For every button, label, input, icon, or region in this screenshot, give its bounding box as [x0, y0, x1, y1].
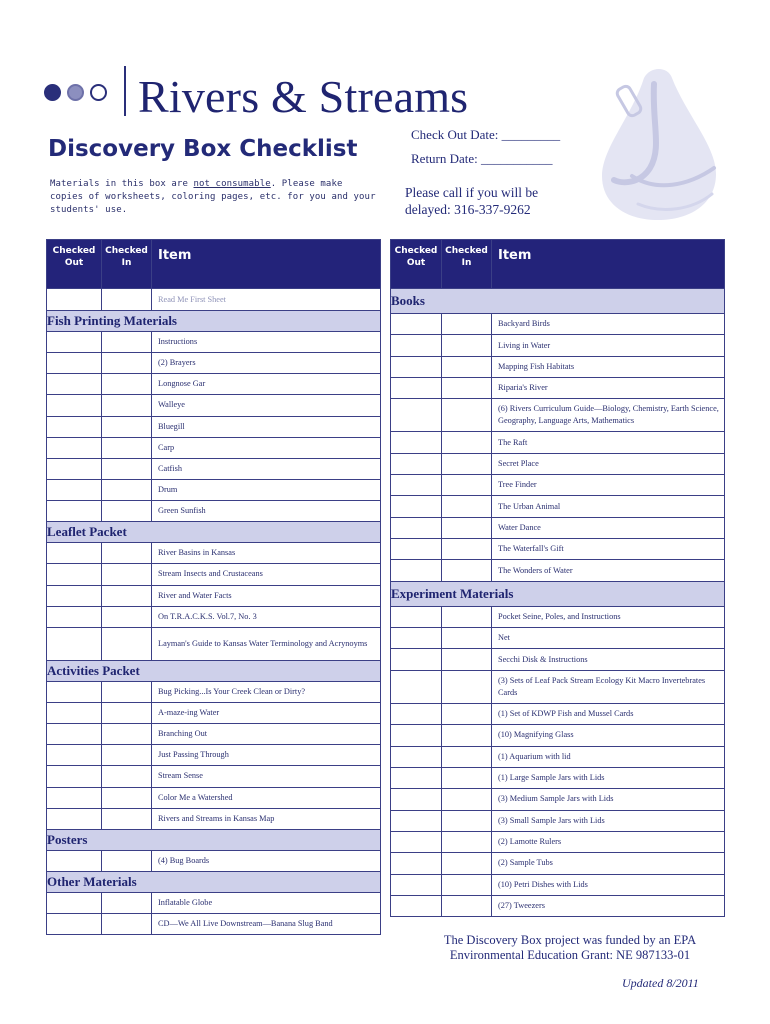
item-name: (10) Petri Dishes with Lids	[492, 874, 725, 895]
table-row	[391, 649, 725, 670]
checked-out-box[interactable]	[391, 628, 442, 649]
item-name: Inflatable Globe	[152, 892, 381, 913]
item-name: The Wonders of Water	[492, 560, 725, 581]
table-row	[47, 724, 381, 745]
checked-in-box[interactable]	[102, 914, 152, 935]
section-header	[47, 660, 381, 681]
table-row	[391, 853, 725, 874]
checked-out-box[interactable]	[391, 703, 442, 724]
checked-out-box[interactable]	[47, 745, 102, 766]
table-row	[47, 585, 381, 606]
item-name: (3) Small Sample Jars with Lids	[492, 810, 725, 831]
checked-in-box[interactable]	[442, 628, 492, 649]
checked-out-header	[47, 240, 102, 289]
item-name: (2) Brayers	[152, 353, 381, 374]
item-name: Read Me First Sheet	[152, 289, 381, 311]
table-row	[47, 437, 381, 458]
table-row	[391, 453, 725, 474]
checked-out-box[interactable]	[391, 356, 442, 377]
section-title: Books	[391, 289, 725, 314]
item-name: CD—We All Live Downstream—Banana Slug Band	[152, 914, 381, 935]
checked-in-label-1: Checked	[445, 246, 488, 256]
checked-in-box[interactable]	[442, 725, 492, 746]
checked-out-box[interactable]	[391, 496, 442, 517]
filled-dot-icon	[44, 84, 61, 101]
item-name: The Waterfall's Gift	[492, 539, 725, 560]
item-name: Water Dance	[492, 517, 725, 538]
item-name: Branching Out	[152, 724, 381, 745]
table-row	[47, 850, 381, 871]
right-checklist-table	[390, 239, 725, 917]
checked-in-box[interactable]	[442, 853, 492, 874]
checked-in-label-1: Checked	[105, 246, 148, 256]
table-row	[47, 458, 381, 479]
table-row	[47, 702, 381, 723]
checked-in-box[interactable]	[102, 501, 152, 522]
section-header	[47, 311, 381, 332]
item-name: A-maze-ing Water	[152, 702, 381, 723]
checked-out-box[interactable]	[391, 895, 442, 916]
section-title: Activities Packet	[47, 660, 381, 681]
item-name: Walleye	[152, 395, 381, 416]
checked-in-box[interactable]	[102, 353, 152, 374]
checked-in-label-2: In	[461, 258, 472, 268]
item-name: (10) Magnifying Glass	[492, 725, 725, 746]
table-row	[391, 725, 725, 746]
item-name: Backyard Birds	[492, 314, 725, 335]
table-row	[47, 564, 381, 585]
table-row	[391, 356, 725, 377]
checked-in-box[interactable]	[102, 564, 152, 585]
item-name: The Urban Animal	[492, 496, 725, 517]
checked-in-box[interactable]	[102, 702, 152, 723]
checked-in-box[interactable]	[442, 560, 492, 581]
item-name: Secchi Disk & Instructions	[492, 649, 725, 670]
checked-out-box[interactable]	[391, 399, 442, 432]
checked-in-box[interactable]	[442, 378, 492, 399]
checked-in-box[interactable]	[102, 766, 152, 787]
item-name: (2) Sample Tubs	[492, 853, 725, 874]
table-row	[391, 874, 725, 895]
item-name: Living in Water	[492, 335, 725, 356]
item-name: (3) Sets of Leaf Pack Stream Ecology Kit Macro Invertebrates Cards	[492, 670, 725, 703]
checked-in-box[interactable]	[442, 831, 492, 852]
table-row	[47, 416, 381, 437]
checked-out-box[interactable]	[391, 810, 442, 831]
checked-in-box[interactable]	[102, 808, 152, 829]
table-row	[391, 475, 725, 496]
checked-out-box[interactable]	[47, 289, 102, 311]
table-row	[391, 746, 725, 767]
table-row	[391, 831, 725, 852]
item-name: Bluegill	[152, 416, 381, 437]
checked-in-box[interactable]	[442, 649, 492, 670]
checked-in-box[interactable]	[102, 289, 152, 311]
checked-out-box[interactable]	[47, 416, 102, 437]
table-row	[47, 681, 381, 702]
checked-out-box[interactable]	[47, 564, 102, 585]
checked-in-box[interactable]	[102, 458, 152, 479]
table-row	[47, 808, 381, 829]
checked-out-box[interactable]	[47, 702, 102, 723]
checked-in-box[interactable]	[442, 453, 492, 474]
checked-in-box[interactable]	[102, 543, 152, 564]
checked-out-box[interactable]	[47, 437, 102, 458]
table-header-row	[391, 240, 725, 289]
funding-line-2: Environmental Education Grant: NE 987133-01	[449, 948, 691, 962]
checked-out-label-2: Out	[406, 258, 426, 268]
checked-out-box[interactable]	[47, 681, 102, 702]
checked-out-box[interactable]	[47, 458, 102, 479]
table-row	[391, 789, 725, 810]
checked-out-box[interactable]	[47, 808, 102, 829]
checked-in-box[interactable]	[442, 810, 492, 831]
checked-in-header	[102, 240, 152, 289]
checked-out-box[interactable]	[47, 395, 102, 416]
item-name: Green Sunfish	[152, 501, 381, 522]
item-name: (1) Aquarium with lid	[492, 746, 725, 767]
checked-out-box[interactable]	[391, 767, 442, 788]
checked-out-box[interactable]	[47, 374, 102, 395]
checked-in-box[interactable]	[442, 539, 492, 560]
checked-out-box[interactable]	[391, 539, 442, 560]
item-name: (3) Medium Sample Jars with Lids	[492, 789, 725, 810]
table-row	[391, 895, 725, 916]
call-line-2: delayed: 316-337-9262	[405, 202, 531, 217]
section-header	[47, 871, 381, 892]
table-row	[391, 670, 725, 703]
table-row	[391, 560, 725, 581]
table-row	[47, 606, 381, 627]
checked-in-box[interactable]	[442, 670, 492, 703]
item-name: Color Me a Watershed	[152, 787, 381, 808]
checked-in-box[interactable]	[442, 432, 492, 453]
checked-out-box[interactable]	[47, 892, 102, 913]
table-row	[47, 766, 381, 787]
checked-out-box[interactable]	[47, 766, 102, 787]
return-date-field: Return Date: ___________	[411, 151, 553, 166]
checked-in-box[interactable]	[102, 479, 152, 500]
note-text-2: . Please make copies of worksheets, coloring pages, etc. for you and your students' use.	[50, 179, 376, 215]
checked-out-label-1: Checked	[394, 246, 438, 256]
checked-out-box[interactable]	[391, 314, 442, 335]
note-text-1: Materials in this box are	[50, 179, 194, 189]
table-row	[47, 479, 381, 500]
table-row	[391, 399, 725, 432]
checked-out-box[interactable]	[391, 378, 442, 399]
checked-out-box[interactable]	[391, 853, 442, 874]
page-subtitle: Discovery Box Checklist	[48, 136, 358, 162]
checked-in-box[interactable]	[102, 745, 152, 766]
item-name: On T.R.A.C.K.S. Vol.7, No. 3	[152, 606, 381, 627]
item-name: (2) Lamotte Rulers	[492, 831, 725, 852]
checked-out-box[interactable]	[391, 453, 442, 474]
checked-in-box[interactable]	[102, 437, 152, 458]
item-name: (27) Tweezers	[492, 895, 725, 916]
checked-out-box[interactable]	[47, 606, 102, 627]
checked-in-header	[442, 240, 492, 289]
table-row	[391, 539, 725, 560]
section-title: Posters	[47, 829, 381, 850]
checked-in-box[interactable]	[442, 496, 492, 517]
checked-in-label-2: In	[121, 258, 132, 268]
checked-in-box[interactable]	[442, 703, 492, 724]
table-row	[47, 745, 381, 766]
item-name: Instructions	[152, 332, 381, 353]
item-header: Item	[492, 240, 725, 289]
checked-in-box[interactable]	[102, 787, 152, 808]
table-row	[391, 606, 725, 627]
checked-in-box[interactable]	[102, 332, 152, 353]
table-row	[47, 395, 381, 416]
checked-in-box[interactable]	[442, 335, 492, 356]
checked-in-box[interactable]	[442, 767, 492, 788]
table-row	[47, 627, 381, 660]
title-divider	[124, 66, 126, 116]
checked-out-box[interactable]	[47, 332, 102, 353]
checked-out-box[interactable]	[391, 560, 442, 581]
checked-out-box[interactable]	[47, 479, 102, 500]
checked-in-box[interactable]	[442, 789, 492, 810]
table-row	[47, 914, 381, 935]
item-name: Carp	[152, 437, 381, 458]
item-name: (1) Large Sample Jars with Lids	[492, 767, 725, 788]
checked-out-box[interactable]	[391, 517, 442, 538]
item-name: Stream Insects and Crustaceans	[152, 564, 381, 585]
checked-in-box[interactable]	[442, 399, 492, 432]
checked-out-box[interactable]	[391, 475, 442, 496]
item-name: Stream Sense	[152, 766, 381, 787]
table-row	[391, 496, 725, 517]
three-dots-logo-icon	[44, 84, 107, 101]
checked-out-box[interactable]	[391, 746, 442, 767]
funding-line-1: The Discovery Box project was funded by an EPA	[443, 933, 697, 947]
checked-out-box[interactable]	[391, 874, 442, 895]
table-row	[47, 353, 381, 374]
half-dot-icon	[67, 84, 84, 101]
call-line-1: Please call if you will be	[405, 185, 539, 200]
checked-in-box[interactable]	[442, 314, 492, 335]
call-notice	[405, 184, 605, 218]
section-header	[47, 829, 381, 850]
checked-out-box[interactable]	[391, 831, 442, 852]
item-name: River and Water Facts	[152, 585, 381, 606]
checked-out-box[interactable]	[47, 914, 102, 935]
section-header	[47, 522, 381, 543]
checked-in-box[interactable]	[442, 606, 492, 627]
table-row	[47, 543, 381, 564]
section-title: Fish Printing Materials	[47, 311, 381, 332]
left-checklist-table	[46, 239, 381, 935]
checked-out-box[interactable]	[47, 724, 102, 745]
checked-in-box[interactable]	[102, 627, 152, 660]
table-row	[47, 289, 381, 311]
table-row	[391, 810, 725, 831]
checked-in-box[interactable]	[102, 892, 152, 913]
table-row	[47, 332, 381, 353]
section-header	[391, 581, 725, 606]
item-name: Mapping Fish Habitats	[492, 356, 725, 377]
checked-in-box[interactable]	[102, 606, 152, 627]
checked-in-box[interactable]	[102, 374, 152, 395]
item-name: Bug Picking...Is Your Creek Clean or Dirty?	[152, 681, 381, 702]
checked-out-box[interactable]	[47, 627, 102, 660]
table-row	[47, 501, 381, 522]
item-name: Secret Place	[492, 453, 725, 474]
checked-out-header	[391, 240, 442, 289]
item-name: Layman's Guide to Kansas Water Terminology and Acrynoyms	[152, 627, 381, 660]
checked-out-box[interactable]	[47, 585, 102, 606]
checked-out-box[interactable]	[391, 432, 442, 453]
table-row	[391, 628, 725, 649]
section-header	[391, 289, 725, 314]
consumable-note	[50, 178, 380, 217]
item-name: (6) Rivers Curriculum Guide—Biology, Chemistry, Earth Science, Geography, Language Arts, Mathematics	[492, 399, 725, 432]
item-name: Riparia's River	[492, 378, 725, 399]
table-row	[391, 314, 725, 335]
section-title: Leaflet Packet	[47, 522, 381, 543]
checked-out-box[interactable]	[47, 353, 102, 374]
checked-in-box[interactable]	[102, 585, 152, 606]
item-name: (1) Set of KDWP Fish and Mussel Cards	[492, 703, 725, 724]
checked-in-box[interactable]	[102, 395, 152, 416]
section-title: Experiment Materials	[391, 581, 725, 606]
checked-out-box[interactable]	[391, 725, 442, 746]
checked-in-box[interactable]	[442, 895, 492, 916]
item-name: Rivers and Streams in Kansas Map	[152, 808, 381, 829]
checked-in-box[interactable]	[442, 475, 492, 496]
table-row	[391, 767, 725, 788]
table-header-row	[47, 240, 381, 289]
table-row	[47, 892, 381, 913]
checked-out-box[interactable]	[47, 850, 102, 871]
table-row	[391, 335, 725, 356]
item-name: Pocket Seine, Poles, and Instructions	[492, 606, 725, 627]
checked-out-box[interactable]	[391, 335, 442, 356]
checked-out-box[interactable]	[391, 649, 442, 670]
water-drop-icon	[592, 64, 732, 224]
item-name: Longnose Gar	[152, 374, 381, 395]
checked-out-box[interactable]	[47, 543, 102, 564]
item-name: The Raft	[492, 432, 725, 453]
checked-in-box[interactable]	[102, 850, 152, 871]
item-header: Item	[152, 240, 381, 289]
item-name: Net	[492, 628, 725, 649]
checked-out-label-2: Out	[64, 258, 84, 268]
checked-in-box[interactable]	[442, 874, 492, 895]
item-name: Tree Finder	[492, 475, 725, 496]
section-title: Other Materials	[47, 871, 381, 892]
checked-out-box[interactable]	[391, 789, 442, 810]
empty-dot-icon	[90, 84, 107, 101]
item-name: Catfish	[152, 458, 381, 479]
check-out-date-field: Check Out Date: _________	[411, 127, 561, 142]
page-title: Rivers & Streams	[138, 71, 469, 122]
checked-out-box[interactable]	[391, 670, 442, 703]
checked-out-box[interactable]	[47, 501, 102, 522]
checked-out-label-1: Checked	[52, 246, 96, 256]
table-row	[391, 378, 725, 399]
checked-in-box[interactable]	[102, 681, 152, 702]
checked-in-box[interactable]	[442, 356, 492, 377]
checked-in-box[interactable]	[442, 517, 492, 538]
table-row	[47, 787, 381, 808]
item-name: Just Passing Through	[152, 745, 381, 766]
table-row	[47, 374, 381, 395]
updated-date: Updated 8/2011	[622, 976, 699, 990]
checked-out-box[interactable]	[391, 606, 442, 627]
item-name: Drum	[152, 479, 381, 500]
table-row	[391, 703, 725, 724]
table-row	[391, 517, 725, 538]
checked-out-box[interactable]	[47, 787, 102, 808]
checked-in-box[interactable]	[102, 416, 152, 437]
item-name: (4) Bug Boards	[152, 850, 381, 871]
note-underlined-text: not consumable	[193, 179, 271, 189]
funding-note	[405, 933, 735, 963]
table-row	[391, 432, 725, 453]
checked-in-box[interactable]	[102, 724, 152, 745]
checked-in-box[interactable]	[442, 746, 492, 767]
item-name: River Basins in Kansas	[152, 543, 381, 564]
